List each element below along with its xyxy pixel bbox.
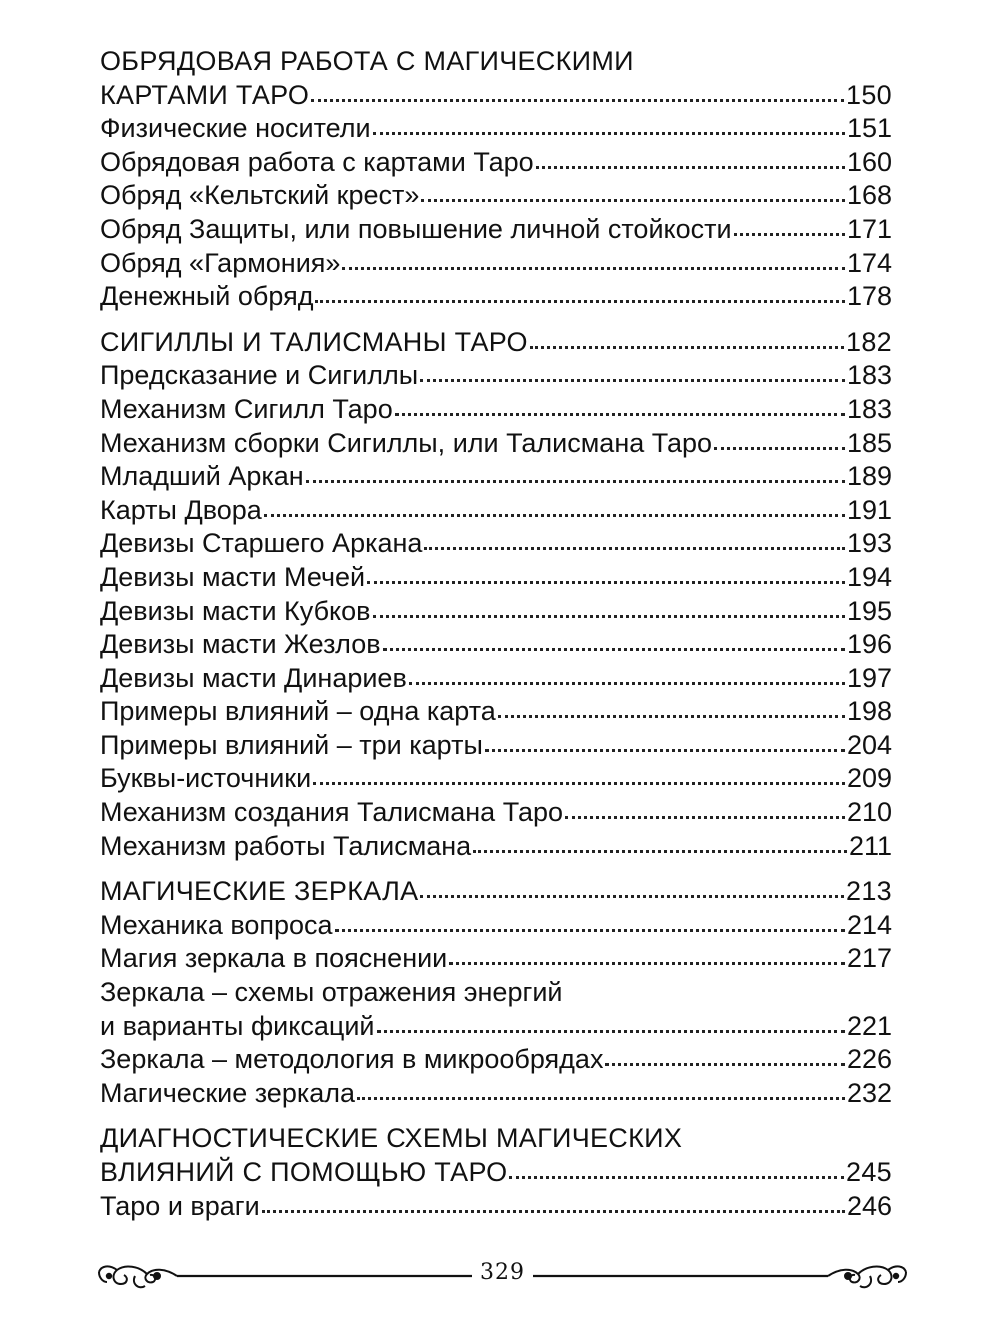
toc-entry-title: Девизы Старшего Аркана <box>100 528 423 559</box>
leader-dots <box>509 1176 844 1179</box>
toc-entry-page: 150 <box>846 79 892 110</box>
toc-entry-page: 196 <box>846 629 892 660</box>
toc-entry <box>100 976 892 1010</box>
toc-entry-title: Денежный обряд <box>100 281 314 312</box>
toc-entry-page: 232 <box>846 1077 892 1108</box>
toc-entry-title: Младший Аркан <box>100 461 304 492</box>
leader-dots <box>565 816 845 819</box>
toc-entry[interactable] <box>100 942 892 976</box>
toc-entry-page: 211 <box>848 830 892 861</box>
toc-entry-page: 183 <box>846 360 892 391</box>
toc-entry[interactable] <box>100 460 892 494</box>
leader-dots <box>342 267 845 270</box>
toc-entry[interactable] <box>100 830 892 864</box>
leader-dots <box>311 99 844 102</box>
toc-entry-title: Предсказание и Сигиллы <box>100 360 419 391</box>
toc-entry[interactable] <box>100 427 892 461</box>
toc-entry-title: Обряд Защиты, или повышение личной стойкости <box>100 213 732 244</box>
toc-entry[interactable] <box>100 1010 892 1044</box>
toc-entry-page: 217 <box>846 943 892 974</box>
toc-section <box>100 326 892 864</box>
toc-entry-page: 183 <box>846 393 892 424</box>
toc-entry[interactable] <box>100 729 892 763</box>
toc-entry-title: МАГИЧЕСКИЕ ЗЕРКАЛА <box>100 876 419 907</box>
toc-entry-page: 226 <box>846 1044 892 1075</box>
leader-dots <box>357 1097 845 1100</box>
toc-entry-title: Механизм Сигилл Таро <box>100 393 393 424</box>
leader-dots <box>306 480 845 483</box>
toc-entry-title: Обряд «Кельтский крест» <box>100 180 420 211</box>
toc-entry-page: 191 <box>846 494 892 525</box>
toc-entry-title: Механика вопроса <box>100 909 333 940</box>
toc-entry[interactable] <box>100 909 892 943</box>
toc-entry[interactable] <box>100 695 892 729</box>
toc-entry[interactable] <box>100 561 892 595</box>
leader-dots <box>313 782 845 785</box>
leader-dots <box>424 547 845 550</box>
toc-section <box>100 1122 892 1223</box>
toc-entry[interactable] <box>100 1190 892 1224</box>
table-of-contents <box>100 45 892 1235</box>
toc-entry-title: КАРТАМИ ТАРО <box>100 79 310 110</box>
toc-heading <box>100 1122 892 1156</box>
toc-entry-title: Девизы масти Динариев <box>100 662 407 693</box>
leader-dots <box>714 447 845 450</box>
toc-entry[interactable] <box>100 595 892 629</box>
toc-entry-page: 214 <box>846 909 892 940</box>
toc-entry-page: 182 <box>846 326 892 357</box>
leader-dots <box>367 581 845 584</box>
toc-entry-page: 168 <box>846 180 892 211</box>
toc-entry-title: ВЛИЯНИЙ С ПОМОЩЬЮ ТАРО <box>100 1157 508 1187</box>
toc-entry-page: 185 <box>846 427 892 458</box>
toc-entry[interactable] <box>100 527 892 561</box>
toc-entry-title: Обрядовая работа с картами Таро <box>100 146 534 177</box>
toc-entry-title: Карты Двора <box>100 494 262 525</box>
leader-dots <box>373 132 845 135</box>
toc-entry-page: 204 <box>846 729 892 760</box>
toc-entry[interactable] <box>100 280 892 314</box>
page-number <box>95 1260 910 1285</box>
toc-entry-page: 195 <box>846 595 892 626</box>
toc-entry-title: Девизы масти Мечей <box>100 561 366 592</box>
toc-entry-title: Магические зеркала <box>100 1077 356 1108</box>
toc-heading <box>100 45 892 79</box>
leader-dots <box>395 413 845 416</box>
toc-section <box>100 875 892 1110</box>
toc-entry-page: 171 <box>846 213 892 244</box>
toc-entry-page: 189 <box>846 461 892 492</box>
toc-entry-page: 174 <box>846 247 892 278</box>
leader-dots <box>335 929 845 932</box>
toc-entry-title: Девизы масти Жезлов <box>100 629 381 660</box>
toc-entry-page: 151 <box>846 113 892 144</box>
leader-dots <box>473 850 847 853</box>
page-footer <box>95 1258 910 1294</box>
toc-entry-page: 194 <box>846 561 892 592</box>
leader-dots <box>373 615 845 618</box>
toc-entry-title: Магия зеркала в пояснении <box>100 943 448 974</box>
toc-heading[interactable] <box>100 1156 892 1190</box>
toc-entry-title: и варианты фиксаций <box>100 1010 375 1041</box>
toc-entry-page: 178 <box>846 281 892 312</box>
toc-entry-title: Механизм сборки Сигиллы, или Талисмана Таро <box>100 427 713 458</box>
toc-entry[interactable] <box>100 213 892 247</box>
toc-entry-page: 209 <box>846 763 892 794</box>
toc-entry[interactable] <box>100 494 892 528</box>
toc-entry[interactable] <box>100 146 892 180</box>
toc-entry[interactable] <box>100 1043 892 1077</box>
leader-dots <box>734 233 845 236</box>
toc-entry[interactable] <box>100 247 892 281</box>
leader-dots <box>530 346 844 349</box>
toc-entry[interactable] <box>100 662 892 696</box>
toc-entry-page: 197 <box>846 662 892 693</box>
toc-entry[interactable] <box>100 359 892 393</box>
toc-entry[interactable] <box>100 796 892 830</box>
leader-dots <box>498 715 845 718</box>
leader-dots <box>377 1030 845 1033</box>
leader-dots <box>420 895 844 898</box>
toc-heading[interactable] <box>100 79 892 113</box>
toc-entry-title: СИГИЛЛЫ И ТАЛИСМАНЫ ТАРО <box>100 326 528 357</box>
leader-dots <box>449 962 845 965</box>
toc-entry[interactable] <box>100 179 892 213</box>
leader-dots <box>409 682 845 685</box>
toc-entry[interactable] <box>100 1077 892 1111</box>
toc-entry-title: ДИАГНОСТИЧЕСКИЕ СХЕМЫ МАГИЧЕСКИХ <box>100 1123 683 1154</box>
toc-entry-title: Примеры влияний – одна карта <box>100 696 496 727</box>
leader-dots <box>536 166 845 169</box>
toc-entry-title: Буквы-источники <box>100 763 312 794</box>
toc-entry-page: 245 <box>846 1157 892 1187</box>
toc-entry-title: Обряд «Гармония» <box>100 247 341 278</box>
toc-entry[interactable] <box>100 112 892 146</box>
toc-entry-title: Девизы масти Кубков <box>100 595 371 626</box>
leader-dots <box>485 749 845 752</box>
leader-dots <box>420 379 845 382</box>
leader-dots <box>315 300 844 303</box>
leader-dots <box>421 199 845 202</box>
toc-entry-title: ОБРЯДОВАЯ РАБОТА С МАГИЧЕСКИМИ <box>100 46 634 76</box>
toc-entry[interactable] <box>100 628 892 662</box>
leader-dots <box>264 514 845 517</box>
toc-entry[interactable] <box>100 762 892 796</box>
toc-entry-title: Таро и враги <box>100 1190 260 1221</box>
toc-entry-title: Зеркала – схемы отражения энергий <box>100 977 563 1008</box>
toc-section <box>100 45 892 314</box>
toc-entry[interactable] <box>100 393 892 427</box>
toc-heading[interactable] <box>100 875 892 909</box>
toc-entry-title: Зеркала – методология в микрообрядах <box>100 1044 604 1075</box>
toc-entry-page: 160 <box>846 146 892 177</box>
leader-dots <box>605 1063 844 1066</box>
toc-entry-page: 210 <box>846 797 892 828</box>
toc-entry-title: Примеры влияний – три карты <box>100 729 483 760</box>
toc-heading[interactable] <box>100 326 892 360</box>
leader-dots <box>383 648 845 651</box>
toc-entry-page: 193 <box>846 528 892 559</box>
leader-dots <box>262 1210 845 1213</box>
toc-entry-title: Механизм работы Талисмана <box>100 830 472 861</box>
toc-entry-page: 221 <box>846 1010 892 1041</box>
toc-entry-page: 213 <box>846 876 892 907</box>
toc-entry-page: 246 <box>846 1190 892 1221</box>
toc-entry-title: Механизм создания Талисмана Таро <box>100 797 564 828</box>
toc-entry-title: Физические носители <box>100 113 371 144</box>
toc-entry-page: 198 <box>846 696 892 727</box>
page-number-text: 329 <box>472 1260 533 1285</box>
